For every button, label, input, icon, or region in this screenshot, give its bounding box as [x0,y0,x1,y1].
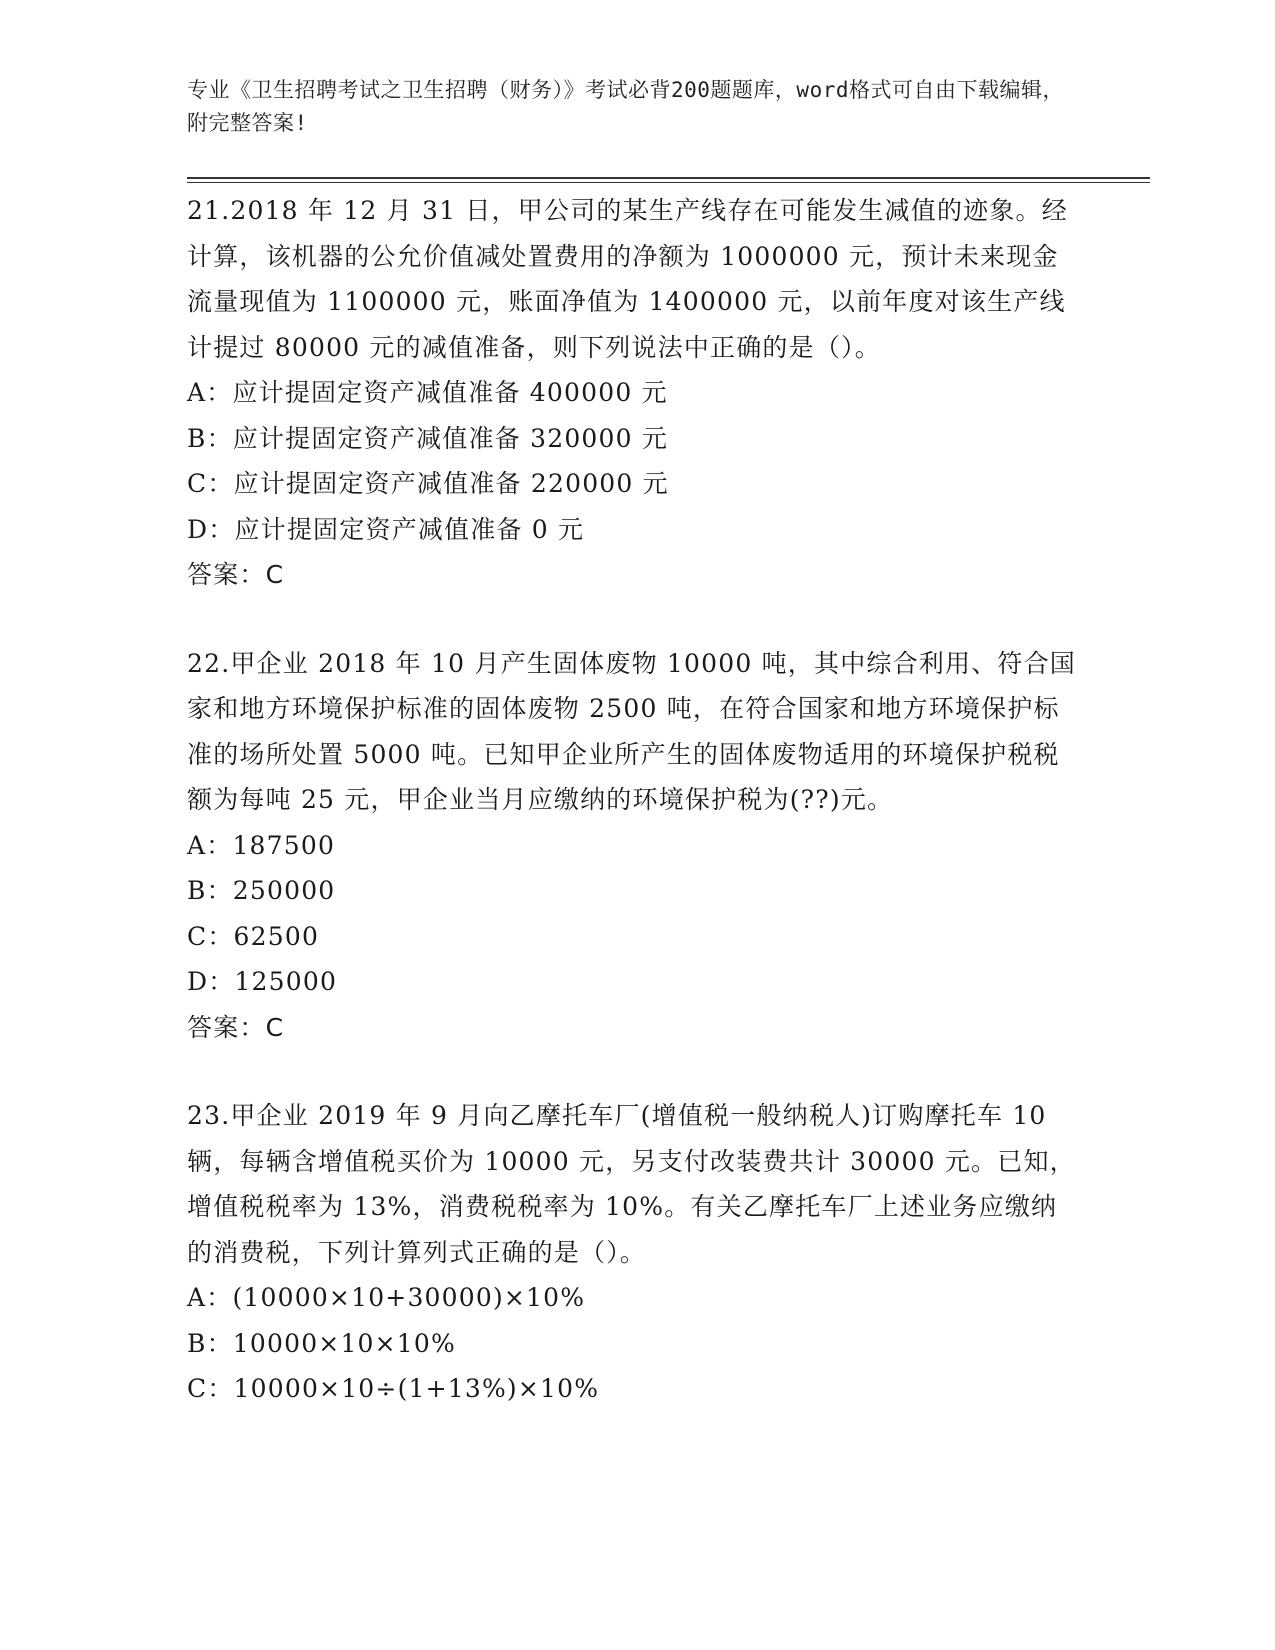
document-header: 专业《卫生招聘考试之卫生招聘（财务）》考试必背200题题库，word格式可自由下载编辑，附完整答案! [187,78,1064,135]
question-list [187,188,1077,1455]
header-divider-thin [187,182,1150,183]
question-stem: 23.甲企业 2019 年 9 月向乙摩托车厂(增值税一般纳税人)订购摩托车 10 辆，每辆含增值税买价为 10000 元，另支付改装费共计 30000 元。已知，增值税税率为 13%，消费税税率为 10%。有关乙摩托车厂上述业务应缴纳的消费税，下列计算列式正确的是（）。 [187,1101,1076,1267]
option-b: B：应计提固定资产减值准备 320000 元 [187,423,669,453]
option-a: A：(10000×10+30000)×10% [187,1283,586,1312]
answer-line: 答案：C [187,560,285,589]
header-divider-thick [187,177,1150,179]
option-b: B：10000×10×10% [187,1328,456,1358]
option-d: D：125000 [187,967,338,996]
option-c: C：62500 [187,921,320,951]
question-stem: 21.2018 年 12 月 31 日，甲公司的某生产线存在可能发生减值的迹象。经计算，该机器的公允价值减处置费用的净额为 1000000 元，预计未来现金流量现值为 1100000 元，账面净值为 1400000 元，以前年度对该生产线计提过 80000 元的减值准备，则下列说法中正确的是（）。 [187,196,1068,362]
question-21 [187,188,1077,598]
option-a: A：187500 [187,830,336,860]
question-23 [187,1093,1077,1412]
question-stem: 22.甲企业 2018 年 10 月产生固体废物 10000 吨，其中综合利用、符合国家和地方环境保护标准的固体废物 2500 吨，在符合国家和地方环境保护标准的场所处置 5000 吨。已知甲企业所产生的固体废物适用的环境保护税税额为每吨 25 元，甲企业当月应缴纳的环境保护税为(??)元。 [187,648,1077,814]
option-b: B：250000 [187,876,336,905]
answer-line: 答案：C [187,1012,285,1042]
option-d: D：应计提固定资产减值准备 0 元 [187,514,585,544]
option-c: C：10000×10÷(1+13%)×10% [187,1374,600,1403]
question-22 [187,641,1077,1051]
option-c: C：应计提固定资产减值准备 220000 元 [187,469,669,498]
option-a: A：应计提固定资产减值准备 400000 元 [187,378,668,407]
